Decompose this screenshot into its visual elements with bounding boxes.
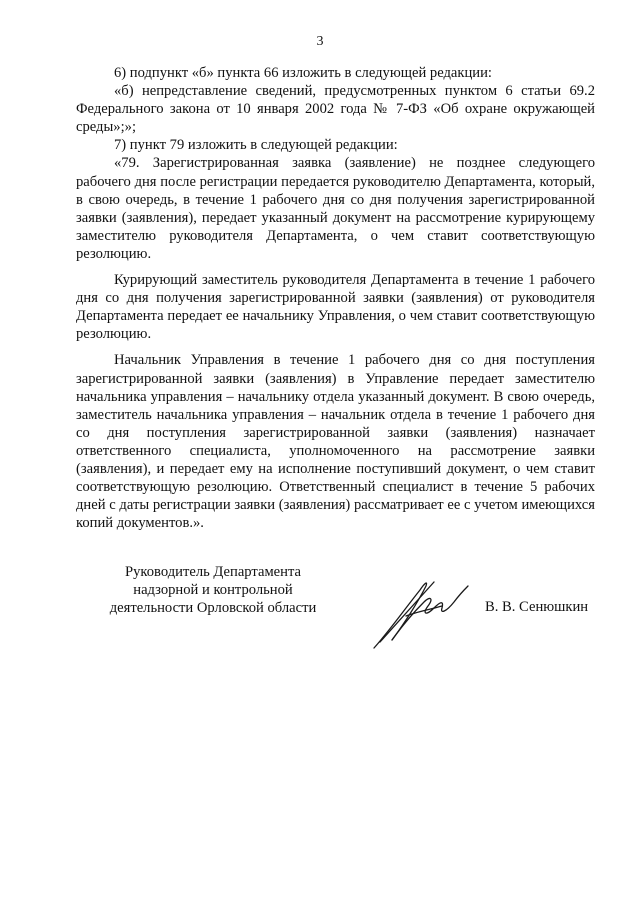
signatory-title-line: деятельности Орловской области: [109, 600, 317, 617]
signatory-title: [88, 563, 338, 618]
document-body: [76, 64, 595, 532]
handwritten-signature: [368, 572, 478, 652]
page-number: 3: [316, 34, 324, 49]
paragraph-amendment-6: 6) подпункт «б» пункта 66 изложить в следующей редакции:: [114, 65, 492, 81]
paragraph-amendment-7: 7) пункт 79 изложить в следующей редакции:: [114, 137, 398, 154]
paragraph-item-79: «79. Зарегистрированная заявка (заявление) не позднее следующего рабочего дня после регистрации передается руководителю Департамента, который, в свою очередь, в течение 1 рабочего дня со дня получения зарегистрированной заявки (заявления), передает указанный документ на рассмотрение курирующему заместителю руководителя Департамента, о чем ставит соответствующую резолюцию.: [76, 155, 595, 262]
signatory-name: В. В. Сенюшкин: [485, 599, 589, 615]
paragraph-subitem-b: «б) непредставление сведений, предусмотренных пунктом 6 статьи 69.2 Федерального закона от 10 января 2002 года № 7-ФЗ «Об охране окружающей среды»;»;: [76, 83, 595, 136]
signatory-title-line: надзорной и контрольной: [133, 582, 293, 599]
signatory-title-line: Руководитель Департамента: [125, 564, 301, 580]
paragraph-deputy: Курирующий заместитель руководителя Департамента в течение 1 рабочего дня со дня получения зарегистрированной заявки (заявления) от руководителя Департамента передает ее начальнику Управления, о чем ставит соответствующую резолюцию.: [76, 272, 595, 343]
paragraph-head-of-department: Начальник Управления в течение 1 рабочего дня со дня поступления зарегистрированной заявки (заявления) в Управление передает заместителю начальника управления – начальнику отдела указанный документ. В свою очередь, заместитель начальника управления – начальник отдела в течение 1 рабочего дня со дня поступления зарегистрированной заявки (заявления) назначает ответственного специалиста, уполномоченного на рассмотрение заявки (заявления), и передает ему на исполнение поступивший документ, о чем ставит соответствующую резолюцию. Ответственный специалист в течение 5 рабочих дней с даты регистрации заявки (заявления) рассматривает ее с учетом имеющихся копий документов.».: [76, 352, 595, 532]
